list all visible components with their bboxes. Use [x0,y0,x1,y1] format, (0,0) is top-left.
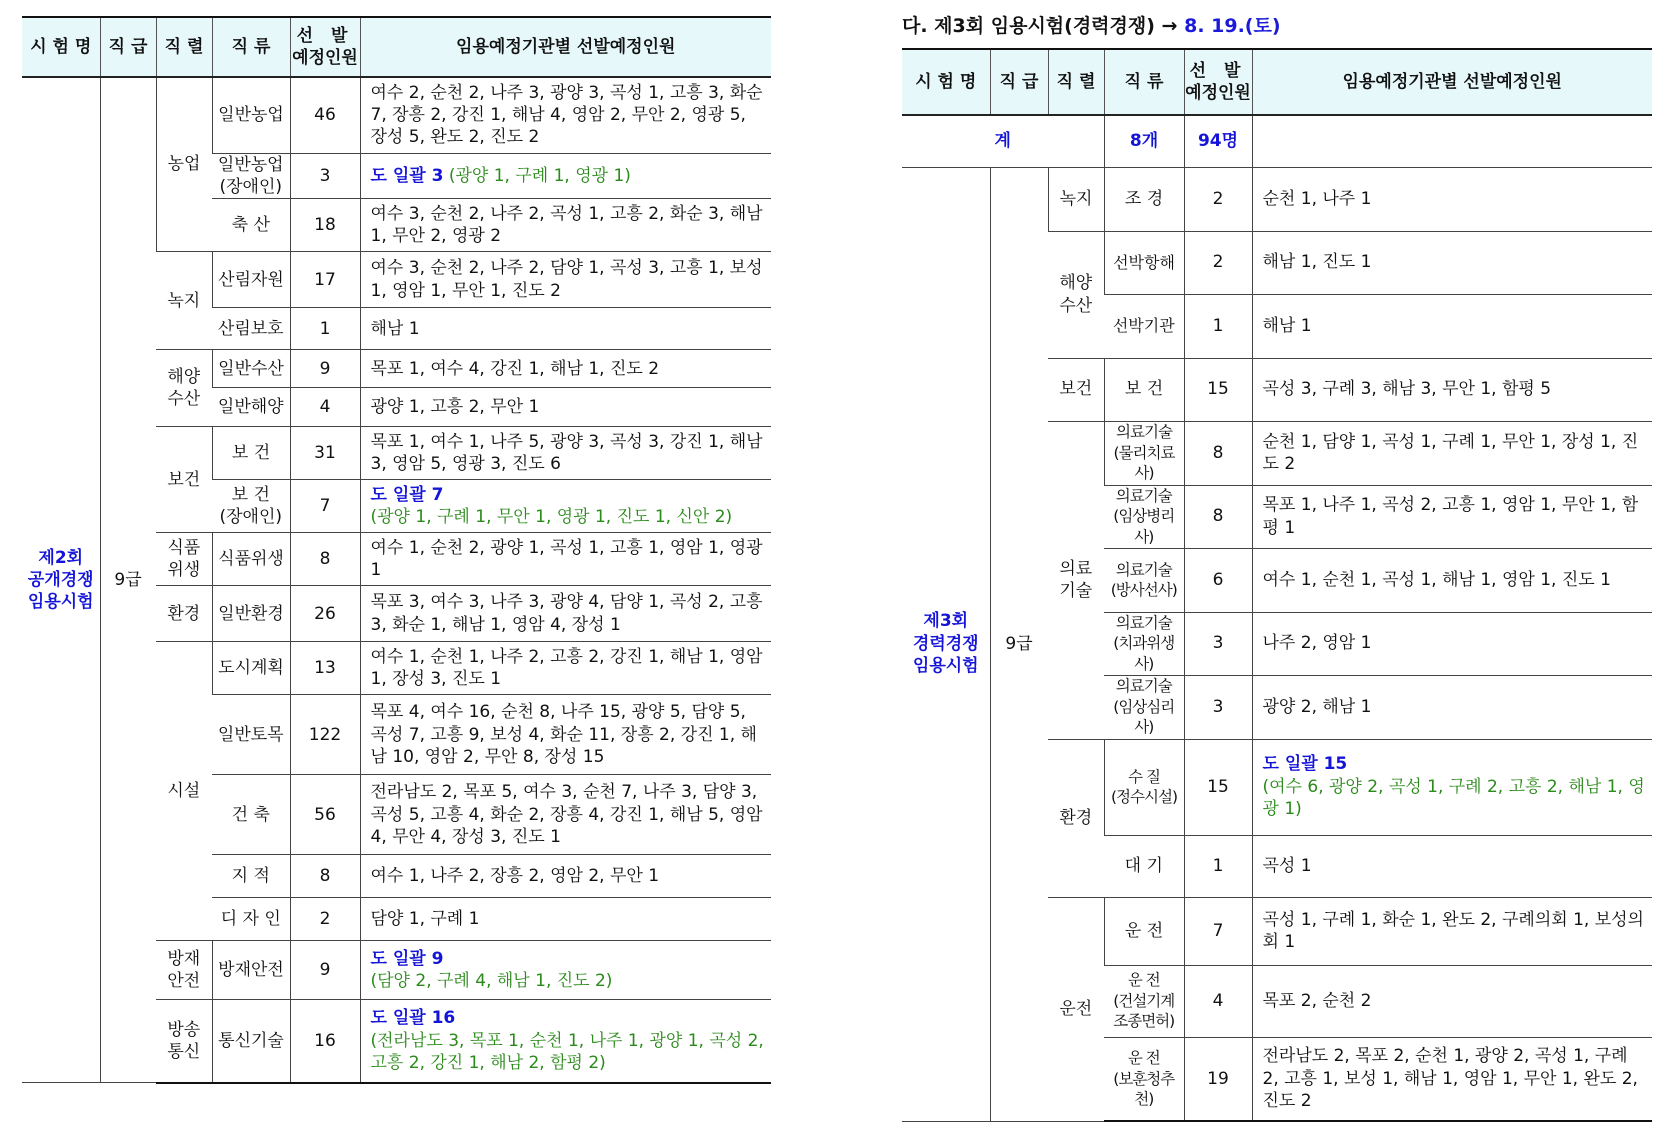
series-cell: 시설 [156,642,212,941]
category-cell: 대 기 [1104,835,1184,897]
series-cell: 녹지 [156,252,212,350]
category-cell: 보 건 [1104,358,1184,421]
total-allocation-empty [1252,115,1652,167]
count-cell: 2 [290,898,360,941]
header-row [22,17,771,77]
series-cell: 환경 [1048,739,1104,897]
count-cell: 17 [290,252,360,308]
allocation-cell: 곡성 1 [1252,835,1652,897]
count-cell: 18 [290,199,360,252]
category-cell: 식품위생 [212,533,290,586]
series-cell: 녹지 [1048,167,1104,231]
header-exam: 시 험 명 [902,49,990,115]
category-cell: 일반환경 [212,586,290,642]
category-cell: 운 전 (보훈청추천) [1104,1037,1184,1121]
total-label: 계 [902,115,1104,167]
allocation-cell: 여수 2, 순천 2, 나주 3, 광양 3, 곡성 1, 고흥 3, 화순 7, 장흥 2, 강진 1, 해남 4, 영암 2, 무안 2, 영광 5, 장성 5, 완도 2, 진도 2 [360,77,771,153]
allocation-cell: 목포 1, 나주 1, 곡성 2, 고흥 1, 영암 1, 무안 1, 함평 1 [1252,485,1652,548]
exam-date: 8. 19.(토) [1184,15,1281,37]
allocation-cell: 목포 1, 여수 4, 강진 1, 해남 1, 진도 2 [360,350,771,388]
count-cell: 31 [290,427,360,480]
header-row [902,49,1652,115]
series-cell: 보건 [1048,358,1104,421]
count-cell: 1 [290,308,360,350]
allocation-cell: 도 일괄 9 (담양 2, 구례 4, 해남 1, 진도 2) [360,941,771,1000]
count-cell: 15 [1184,358,1252,421]
total-categories: 8개 [1104,115,1184,167]
category-cell: 도시계획 [212,642,290,695]
count-cell: 26 [290,586,360,642]
count-cell: 2 [1184,231,1252,294]
category-cell: 일반농업 [212,77,290,153]
allocation-cell: 해남 1 [1252,294,1652,358]
category-cell: 의료기술 (물리치료사) [1104,421,1184,485]
category-cell: 일반수산 [212,350,290,388]
count-cell: 8 [290,855,360,898]
allocation-cell: 곡성 3, 구례 3, 해남 3, 무안 1, 함평 5 [1252,358,1652,421]
series-cell: 의료 기술 [1048,421,1104,739]
category-cell: 통신기술 [212,1000,290,1083]
allocation-cell: 목포 1, 여수 1, 나주 5, 광양 3, 곡성 3, 강진 1, 해남 3, 영암 5, 영광 3, 진도 6 [360,427,771,480]
allocation-cell: 목포 3, 여수 3, 나주 3, 광양 4, 담양 1, 곡성 2, 고흥 3, 화순 1, 해남 1, 영암 4, 장성 1 [360,586,771,642]
count-cell: 8 [1184,421,1252,485]
count-cell: 4 [1184,965,1252,1037]
header-quota: 선 발 예정인원 [1184,49,1252,115]
category-cell: 산림자원 [212,252,290,308]
count-cell: 6 [1184,548,1252,612]
count-cell: 3 [1184,675,1252,739]
count-cell: 7 [290,480,360,533]
count-cell: 8 [1184,485,1252,548]
header-category: 직 류 [1104,49,1184,115]
category-cell: 방재안전 [212,941,290,1000]
series-cell: 환경 [156,586,212,642]
category-cell: 운 전 [1104,897,1184,965]
count-cell: 56 [290,775,360,855]
category-cell: 디 자 인 [212,898,290,941]
allocation-cell: 목포 2, 순천 2 [1252,965,1652,1037]
section-heading-text: 다. 제3회 임용시험(경력경쟁) → [902,15,1185,37]
count-cell: 3 [1184,612,1252,675]
series-cell: 방재 안전 [156,941,212,1000]
header-series: 직 렬 [156,17,212,77]
category-cell: 일반해양 [212,388,290,427]
category-cell: 건 축 [212,775,290,855]
allocation-cell: 순천 1, 담양 1, 곡성 1, 구례 1, 무안 1, 장성 1, 진도 2 [1252,421,1652,485]
allocation-cell: 해남 1, 진도 1 [1252,231,1652,294]
category-cell: 조 경 [1104,167,1184,231]
exam-name-cell: 제2회 공개경쟁 임용시험 [22,77,100,1083]
series-cell: 운전 [1048,897,1104,1121]
count-cell: 3 [290,153,360,199]
series-cell: 방송 통신 [156,1000,212,1083]
series-cell: 식품 위생 [156,533,212,586]
header-category: 직 류 [212,17,290,77]
allocation-cell: 도 일괄 15 (여수 6, 광양 2, 곡성 1, 구례 2, 고흥 2, 해남 1, 영광 1) [1252,739,1652,835]
allocation-cell: 여수 1, 나주 2, 장흥 2, 영암 2, 무안 1 [360,855,771,898]
count-cell: 9 [290,350,360,388]
count-cell: 13 [290,642,360,695]
allocation-cell: 여수 1, 순천 1, 곡성 1, 해남 1, 영암 1, 진도 1 [1252,548,1652,612]
count-cell: 2 [1184,167,1252,231]
category-cell: 선박항해 [1104,231,1184,294]
allocation-cell: 목포 4, 여수 16, 순천 8, 나주 15, 광양 5, 담양 5, 곡성 7, 고흥 9, 보성 4, 화순 11, 장흥 2, 강진 1, 해남 10, 영암 2, 무안 8, 장성 15 [360,695,771,775]
allocation-cell: 순천 1, 나주 1 [1252,167,1652,231]
header-quota: 선 발 예정인원 [290,17,360,77]
category-cell: 보 건 [212,427,290,480]
count-cell: 46 [290,77,360,153]
total-row [902,115,1652,167]
allocation-cell: 전라남도 2, 목포 5, 여수 3, 순천 7, 나주 3, 담양 3, 곡성 5, 고흥 4, 화순 2, 장흥 4, 강진 1, 해남 5, 영암 4, 무안 4, 장성 3, 진도 1 [360,775,771,855]
allocation-cell: 전라남도 2, 목포 2, 순천 1, 광양 2, 곡성 1, 구례 2, 고흥 1, 보성 1, 해남 1, 영암 1, 무안 1, 완도 2, 진도 2 [1252,1037,1652,1121]
series-cell: 해양 수산 [156,350,212,427]
category-cell: 일반농업 (장애인) [212,153,290,199]
allocation-cell: 여수 1, 순천 1, 나주 2, 고흥 2, 강진 1, 해남 1, 영암 1, 장성 3, 진도 1 [360,642,771,695]
exam-name-cell: 제3회 경력경쟁 임용시험 [902,167,990,1121]
grade-cell: 9급 [100,77,156,1083]
count-cell: 1 [1184,835,1252,897]
allocation-cell: 곡성 1, 구례 1, 화순 1, 완도 2, 구례의회 1, 보성의회 1 [1252,897,1652,965]
allocation-cell: 여수 1, 순천 2, 광양 1, 곡성 1, 고흥 1, 영암 1, 영광 1 [360,533,771,586]
allocation-cell: 광양 2, 해남 1 [1252,675,1652,739]
series-cell: 농업 [156,77,212,252]
allocation-cell: 도 일괄 16 (전라남도 3, 목포 1, 순천 1, 나주 1, 광양 1, 곡성 2, 고흥 2, 강진 1, 해남 2, 함평 2) [360,1000,771,1083]
count-cell: 15 [1184,739,1252,835]
category-cell: 보 건 (장애인) [212,480,290,533]
section-heading [902,11,1281,38]
count-cell: 122 [290,695,360,775]
grade-cell: 9급 [990,167,1048,1121]
allocation-cell: 도 일괄 3 (광양 1, 구례 1, 영광 1) [360,153,771,199]
allocation-cell: 나주 2, 영암 1 [1252,612,1652,675]
count-cell: 1 [1184,294,1252,358]
category-cell: 의료기술 (치과위생사) [1104,612,1184,675]
category-cell: 운 전 (건설기계 조종면허) [1104,965,1184,1037]
exam-2-quota-table [22,16,771,1084]
count-cell: 7 [1184,897,1252,965]
series-cell: 해양 수산 [1048,231,1104,358]
table-row [22,77,771,153]
header-exam: 시 험 명 [22,17,100,77]
count-cell: 19 [1184,1037,1252,1121]
allocation-cell: 광양 1, 고흥 2, 무안 1 [360,388,771,427]
allocation-cell: 도 일괄 7 (광양 1, 구례 1, 무안 1, 영광 1, 진도 1, 신안 2) [360,480,771,533]
header-grade: 직 급 [990,49,1048,115]
table-row [902,167,1652,231]
category-cell: 수 질 (정수시설) [1104,739,1184,835]
header-allocation: 임용예정기관별 선발예정인원 [360,17,771,77]
header-series: 직 렬 [1048,49,1104,115]
exam-3-quota-table [902,48,1652,1122]
header-allocation: 임용예정기관별 선발예정인원 [1252,49,1652,115]
count-cell: 4 [290,388,360,427]
category-cell: 일반토목 [212,695,290,775]
count-cell: 9 [290,941,360,1000]
category-cell: 의료기술 (임상심리사) [1104,675,1184,739]
total-people: 94명 [1184,115,1252,167]
count-cell: 16 [290,1000,360,1083]
count-cell: 8 [290,533,360,586]
category-cell: 축 산 [212,199,290,252]
category-cell: 의료기술 (임상병리사) [1104,485,1184,548]
allocation-cell: 여수 3, 순천 2, 나주 2, 곡성 1, 고흥 2, 화순 3, 해남 1, 무안 2, 영광 2 [360,199,771,252]
category-cell: 산림보호 [212,308,290,350]
category-cell: 선박기관 [1104,294,1184,358]
category-cell: 지 적 [212,855,290,898]
series-cell: 보건 [156,427,212,533]
allocation-cell: 해남 1 [360,308,771,350]
allocation-cell: 여수 3, 순천 2, 나주 2, 담양 1, 곡성 3, 고흥 1, 보성 1, 영암 1, 무안 1, 진도 2 [360,252,771,308]
category-cell: 의료기술 (방사선사) [1104,548,1184,612]
allocation-cell: 담양 1, 구례 1 [360,898,771,941]
header-grade: 직 급 [100,17,156,77]
